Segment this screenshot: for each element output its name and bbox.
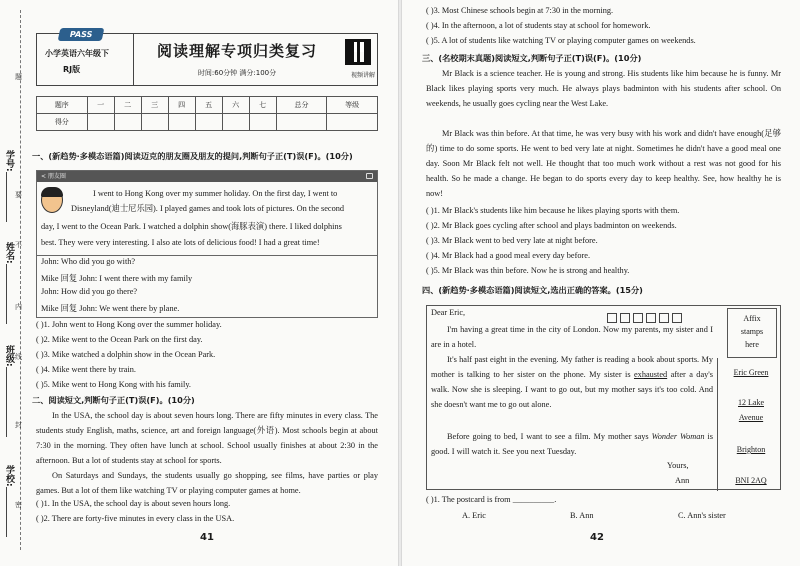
letter-text: Before going to bed, I want to see a film. My mother says <box>447 432 652 441</box>
address-line: Avenue <box>738 413 764 422</box>
answer-option[interactable]: B. Ann <box>570 511 594 520</box>
question-item[interactable]: ( )1. In the USA, the school day is about seven hours long. <box>36 499 231 508</box>
right-page <box>402 0 800 566</box>
section-1-heading: 一、(新趋势·多模态语篇)阅读迈克的朋友圈及朋友的提问,判断句子正(T)误(F)。(10分) <box>32 151 353 161</box>
cut-mark: 封 <box>15 421 22 429</box>
avatar <box>41 187 63 213</box>
left-page <box>0 0 398 566</box>
name-line[interactable] <box>6 264 7 324</box>
score-cell: 得分 <box>37 114 88 131</box>
school-label: 学校: <box>4 465 14 487</box>
postcard <box>426 305 781 490</box>
score-table-score-row <box>37 114 378 131</box>
stamp-text: here <box>745 340 759 349</box>
question-item[interactable]: ( )4. Mike went there by train. <box>36 365 136 374</box>
cut-mark: 要 <box>15 191 22 199</box>
cut-mark: 密 <box>15 501 22 509</box>
cut-mark: 题 <box>15 73 22 81</box>
section-4-heading: 四、(新趋势·多模态语篇)阅读短文,选出正确的答案。(15分) <box>422 285 643 295</box>
letter-paragraph <box>431 429 713 459</box>
qr-caption: 视频讲解 <box>350 72 375 79</box>
answer-option[interactable]: A. Eric <box>462 511 486 520</box>
name-label: 姓名: <box>4 242 14 264</box>
question-item[interactable]: ( )5. A lot of students like watching TV or playing computer games on weekends. <box>426 36 696 45</box>
comment: John: Who did you go with? <box>41 257 136 266</box>
score-input-cell[interactable] <box>114 114 141 131</box>
address-line: Brighton <box>736 445 766 454</box>
post-line: day, I went to the Ocean Park. I watched a dolphin show(海豚表演) there. I liked dolphins <box>41 222 342 231</box>
post-line: best. They were very interesting. I also ate lots of delicious food! I had a great time! <box>41 238 320 247</box>
post-line: Disneyland(迪士尼乐园). I played games and took lots of pictures. On the second <box>71 204 345 213</box>
page-number: 41 <box>200 532 214 543</box>
letter-text: It's half past eight in the evening. My father is reading a book about sports. My mother is talking to her sister on the phone. My sister is <box>431 355 713 379</box>
score-cell: 六 <box>222 97 249 114</box>
worksheet-title: 阅读理解专项归类复习 <box>156 42 317 60</box>
score-input-cell[interactable] <box>195 114 222 131</box>
address-divider <box>717 358 718 491</box>
class-line[interactable] <box>6 367 7 437</box>
cut-line <box>20 10 21 550</box>
paragraph: Mr Black was thin before. At that time, he was very busy with his work and didn't have enough(足够的) time to do some sports. He went to bed very late at night. Sometimes he didn't have a good meal one day. Soon Mr Black felt not well. He thought that too much work without a rest was not good for his health. So he made a change. He began to do sports every day to keep healthy. See, how healthy he is now! <box>426 129 781 198</box>
address-line: BNI 2AQ <box>735 476 767 485</box>
score-table-header-row <box>37 97 378 114</box>
score-cell: 一 <box>87 97 114 114</box>
underlined-word: exhausted <box>633 370 668 379</box>
question-item[interactable]: ( )2. Mike went to the Ocean Park on the first day. <box>36 335 203 344</box>
question-item[interactable]: ( )3. Mr Black went to bed very late at night before. <box>426 236 598 245</box>
cut-mark: 线 <box>15 353 22 361</box>
id-line[interactable] <box>6 172 7 222</box>
paragraph: Mr Black is a science teacher. He is young and strong. His students like him because he is funny. Mr Black likes playing sports very much. He always plays badminton with his students after school. On weekends, he usually goes cycling near the West Lake. <box>426 69 781 108</box>
address-line: Eric Green <box>733 368 769 377</box>
camera-icon <box>366 173 373 179</box>
score-cell: 三 <box>141 97 168 114</box>
binding-margin <box>0 0 30 566</box>
score-input-cell[interactable] <box>276 114 327 131</box>
question-item[interactable]: ( )3. Mike watched a dolphin show in the Ocean Park. <box>36 350 216 359</box>
score-input-cell[interactable] <box>141 114 168 131</box>
score-cell: 总分 <box>276 97 327 114</box>
worksheet-header <box>36 30 378 86</box>
comment: John: How did you go there? <box>41 287 138 296</box>
comment: Mike 回复 John: We went there by plane. <box>41 304 180 313</box>
letter-paragraph <box>431 352 713 412</box>
question-item[interactable]: ( )4. Mr Black had a good meal every day before. <box>426 251 591 260</box>
qr-code-icon[interactable] <box>345 39 371 65</box>
question-item[interactable]: ( )2. There are forty-five minutes in every class in the USA. <box>36 514 235 523</box>
score-input-cell[interactable] <box>168 114 195 131</box>
paragraph: On Saturdays and Sundays, the students usually go shopping, see films, have parties or play games. But a lot of them like watching TV or playing computer games at home. <box>36 471 378 495</box>
letter-text: after a day's walk. Now she is sleeping. I want to go out, but my mother says it's too cold. And she doesn't want me to go out alone. <box>431 370 713 409</box>
question-item[interactable]: ( )1. Mr Black's students like him because he likes playing sports with them. <box>426 206 680 215</box>
score-input-cell[interactable] <box>87 114 114 131</box>
post-divider <box>37 255 377 256</box>
question-item[interactable]: ( )4. In the afternoon, a lot of students stay at school for homework. <box>426 21 651 30</box>
page-number: 42 <box>590 532 604 543</box>
header-divider <box>133 34 134 86</box>
comment: Mike 回复 John: I went there with my family <box>41 274 193 283</box>
stamp-text: stamps <box>740 327 764 336</box>
score-cell: 二 <box>114 97 141 114</box>
letter-signature: Ann <box>675 476 690 485</box>
score-cell: 题序 <box>37 97 88 114</box>
post-line: I went to Hong Kong over my summer holiday. On the first day, I went to <box>93 189 338 198</box>
address-line: 12 Lake <box>738 398 764 407</box>
cut-mark: 内 <box>15 303 22 311</box>
stamp-box <box>727 308 777 358</box>
id-label: 学号: <box>4 150 14 172</box>
question-item[interactable]: ( )3. Most Chinese schools begin at 7:30 in the morning. <box>426 6 614 15</box>
film-title: Wonder Woman <box>651 432 705 441</box>
score-input-cell[interactable] <box>222 114 249 131</box>
letter-paragraph: I'm having a great time in the city of London. Now my parents, my sister and I are in a hotel. <box>431 325 713 349</box>
score-cell: 五 <box>195 97 222 114</box>
paragraph: In the USA, the school day is about seven hours long. There are fifty minutes in every class. The students study English, maths, science, art and foreign language(外语). Most schools begin at about 7:30 in the morning. They often have lunch at school. School usually finishes at about 2:30 in the afternoon. But a lot of students stay at school for sports. <box>36 411 378 465</box>
time-score-info: 时间:60分钟 满分:100分 <box>197 69 277 77</box>
question-item[interactable]: ( )1. The postcard is from __________. <box>426 495 557 504</box>
score-input-cell[interactable] <box>327 114 378 131</box>
post-top-bar: < 朋友圈 <box>37 171 377 182</box>
score-cell: 等级 <box>327 97 378 114</box>
letter-greeting: Dear Eric, <box>431 308 466 317</box>
question-item[interactable]: ( )1. John went to Hong Kong over the summer holiday. <box>36 320 222 329</box>
answer-option[interactable]: C. Ann's sister <box>678 511 726 520</box>
score-input-cell[interactable] <box>249 114 276 131</box>
grade-label: 小学英语六年级下 <box>45 49 109 58</box>
edition-label: RJ版 <box>63 65 81 74</box>
score-cell: 四 <box>168 97 195 114</box>
letter-text: is good. I will watch it. See you next Tuesday. <box>431 432 713 456</box>
question-item[interactable]: ( )5. Mr Black was thin before. Now he is strong and healthy. <box>426 266 630 275</box>
score-table <box>36 96 378 131</box>
question-item[interactable]: ( )5. Mike went to Hong Kong with his family. <box>36 380 192 389</box>
cut-mark: 不 <box>15 241 22 249</box>
score-cell: 七 <box>249 97 276 114</box>
class-label: 班级: <box>4 345 14 367</box>
school-line[interactable] <box>6 487 7 537</box>
question-item[interactable]: ( )2. Mr Black goes cycling after school and plays badminton on weekends. <box>426 221 677 230</box>
stamp-text: Affix <box>743 314 761 323</box>
social-post <box>36 170 378 318</box>
section-3-heading: 三、(名校期末真题)阅读短文,判断句子正(T)误(F)。(10分) <box>422 53 642 63</box>
section-2-heading: 二、阅读短文,判断句子正(T)误(F)。(10分) <box>32 395 195 405</box>
letter-closing: Yours, <box>667 461 689 470</box>
pass-logo: PASS <box>58 28 105 41</box>
